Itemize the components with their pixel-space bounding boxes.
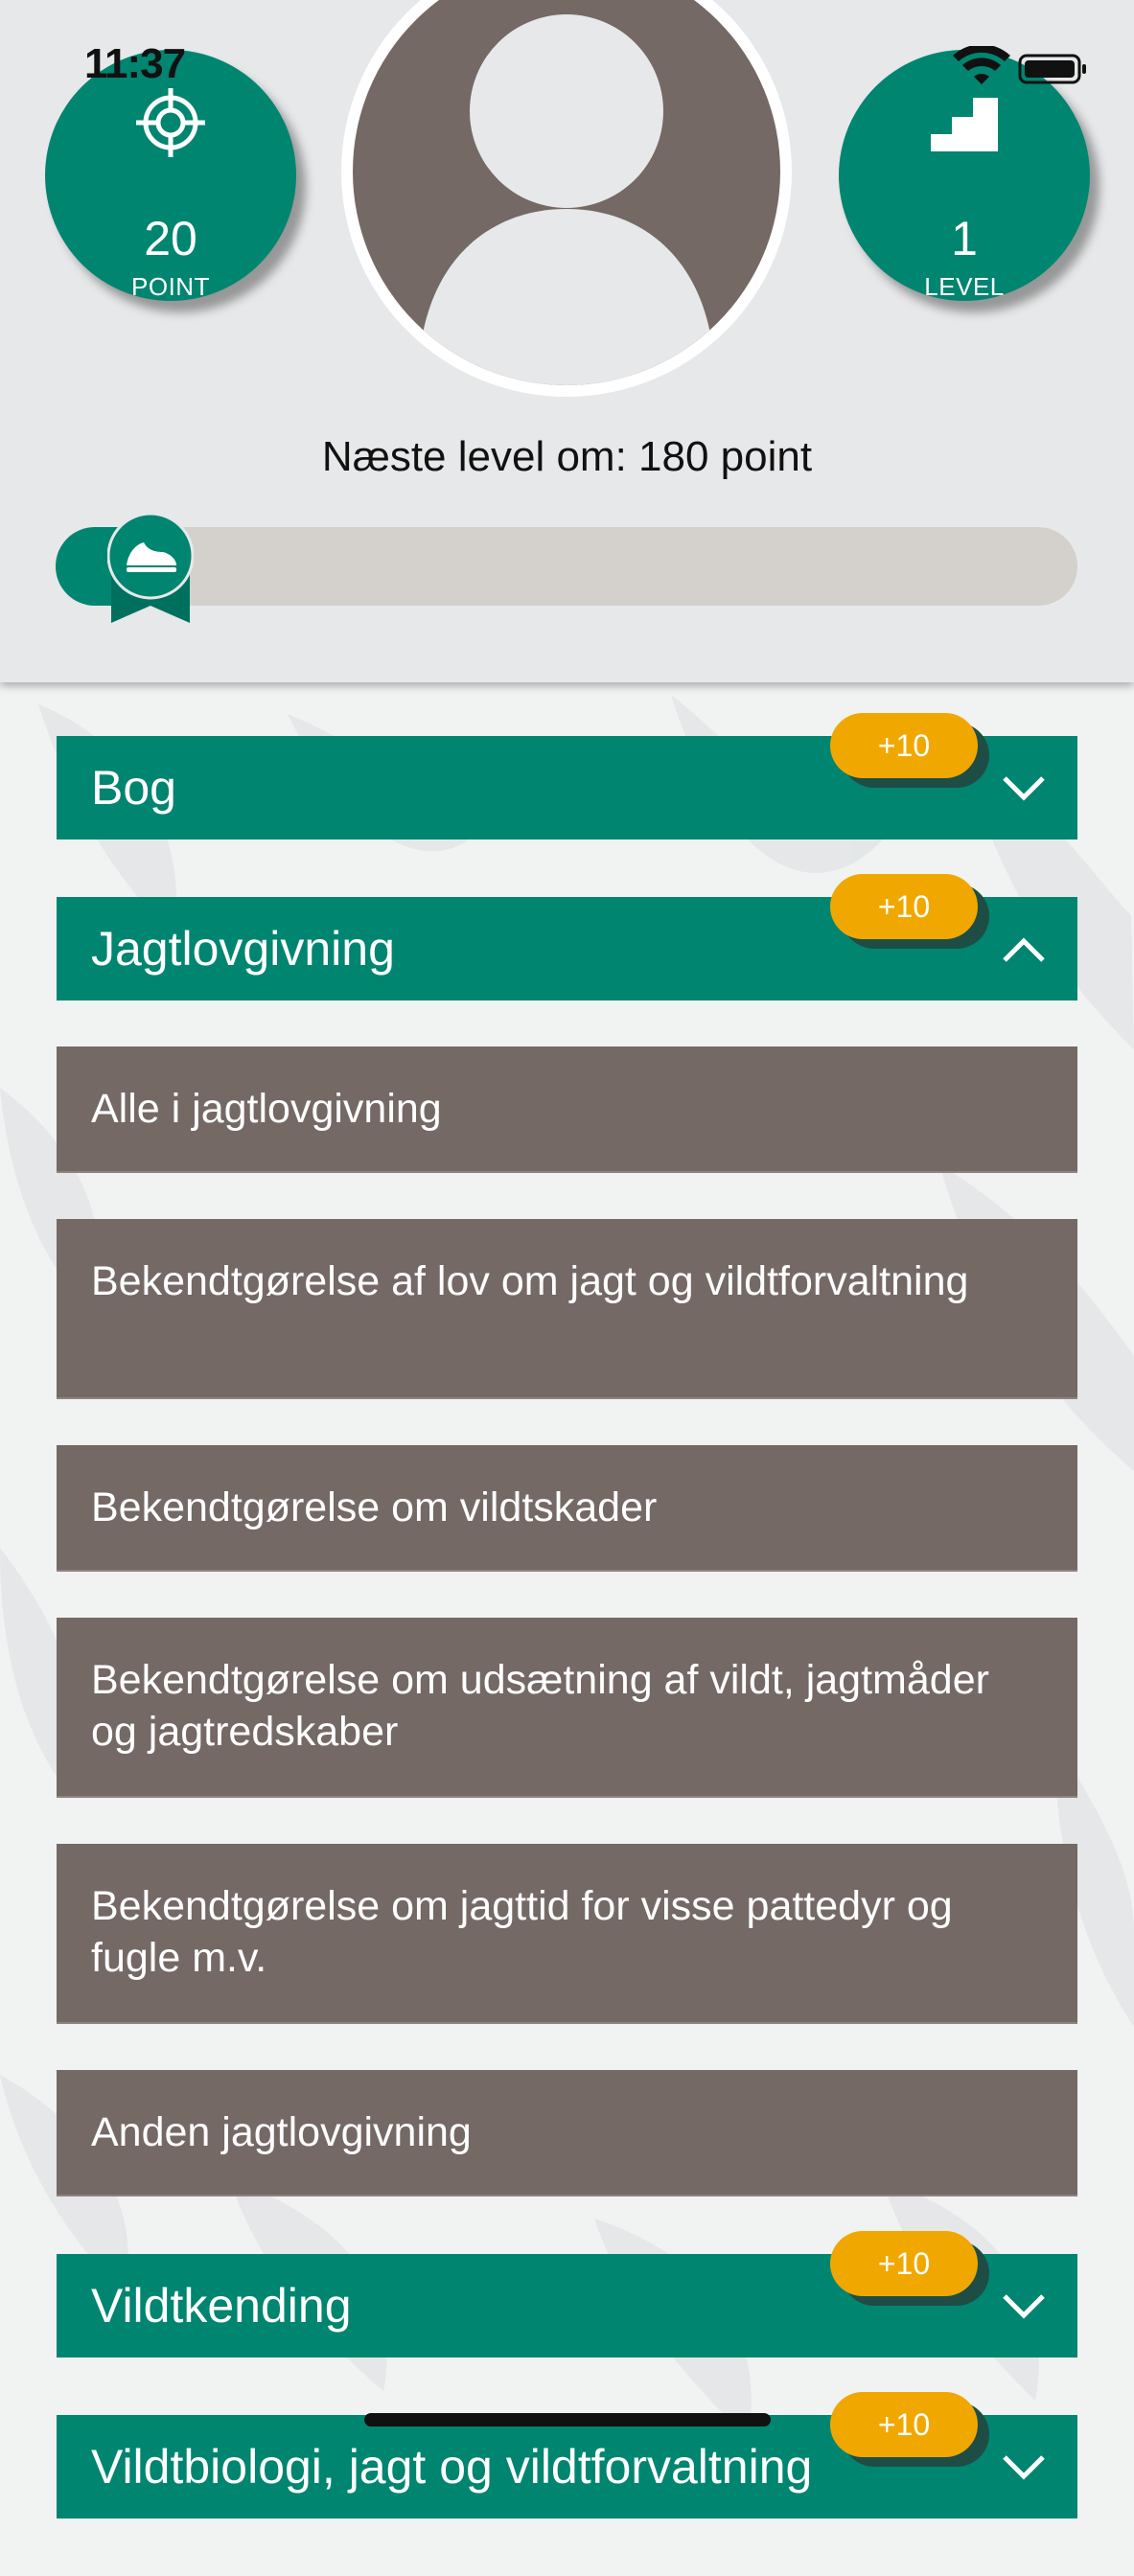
chevron-down-icon xyxy=(1001,2446,1047,2488)
chevron-down-icon xyxy=(1001,767,1047,809)
list-item[interactable]: Bekendtgørelse om udsætning af vildt, jagtmåder og jagtredskaber xyxy=(57,1618,1077,1798)
list-item[interactable]: Bekendtgørelse om jagttid for visse pattedyr og fugle m.v. xyxy=(57,1844,1077,2024)
level-label: LEVEL xyxy=(924,272,1005,301)
sneaker-badge-icon xyxy=(107,510,194,623)
status-time: 11:37 xyxy=(84,40,186,87)
section-title: Vildtbiologi, jagt og vildtforvaltning xyxy=(91,2440,813,2494)
section-bog xyxy=(57,728,1077,840)
category-list xyxy=(57,728,1077,2576)
list-item[interactable]: Bekendtgørelse om vildtskader xyxy=(57,1445,1077,1572)
profile-header xyxy=(0,0,1134,682)
section-header-bog[interactable] xyxy=(57,728,1077,840)
section-jagtlovgivning xyxy=(57,889,1077,2196)
bonus-pill: +10 xyxy=(830,713,978,778)
avatar[interactable] xyxy=(341,0,792,397)
stairs-icon xyxy=(931,98,998,151)
section-header-vildtbiologi[interactable] xyxy=(57,2407,1077,2518)
list-item[interactable]: Anden jagtlovgivning xyxy=(57,2070,1077,2196)
chevron-up-icon xyxy=(1001,928,1047,970)
bonus-pill: +10 xyxy=(830,2231,978,2296)
bonus-pill: +10 xyxy=(830,2392,978,2457)
section-title: Vildtkending xyxy=(91,2279,352,2333)
level-value: 1 xyxy=(951,212,978,265)
bonus-pill: +10 xyxy=(830,874,978,939)
wifi-battery-icon xyxy=(949,46,1093,94)
status-icons xyxy=(949,46,1093,99)
section-title: Jagtlovgivning xyxy=(91,922,395,976)
section-vildtkending xyxy=(57,2246,1077,2358)
points-value: 20 xyxy=(144,212,197,265)
level-progress-bar xyxy=(56,527,1077,606)
user-placeholder-icon xyxy=(353,0,780,385)
next-level-text: Næste level om: 180 point xyxy=(321,433,813,480)
chevron-down-icon xyxy=(1001,2285,1047,2327)
target-icon xyxy=(134,86,207,159)
section-vildtbiologi xyxy=(57,2407,1077,2518)
list-item[interactable]: Bekendtgørelse af lov om jagt og vildtforvaltning xyxy=(57,1219,1077,1399)
section-header-vildtkending[interactable] xyxy=(57,2246,1077,2358)
section-header-jagtlovgivning[interactable] xyxy=(57,889,1077,1000)
subitem-list xyxy=(57,1046,1077,2196)
list-item[interactable]: Alle i jagtlovgivning xyxy=(57,1046,1077,1173)
section-title: Bog xyxy=(91,761,176,815)
points-label: POINT xyxy=(131,272,210,301)
home-indicator[interactable] xyxy=(364,2413,771,2426)
